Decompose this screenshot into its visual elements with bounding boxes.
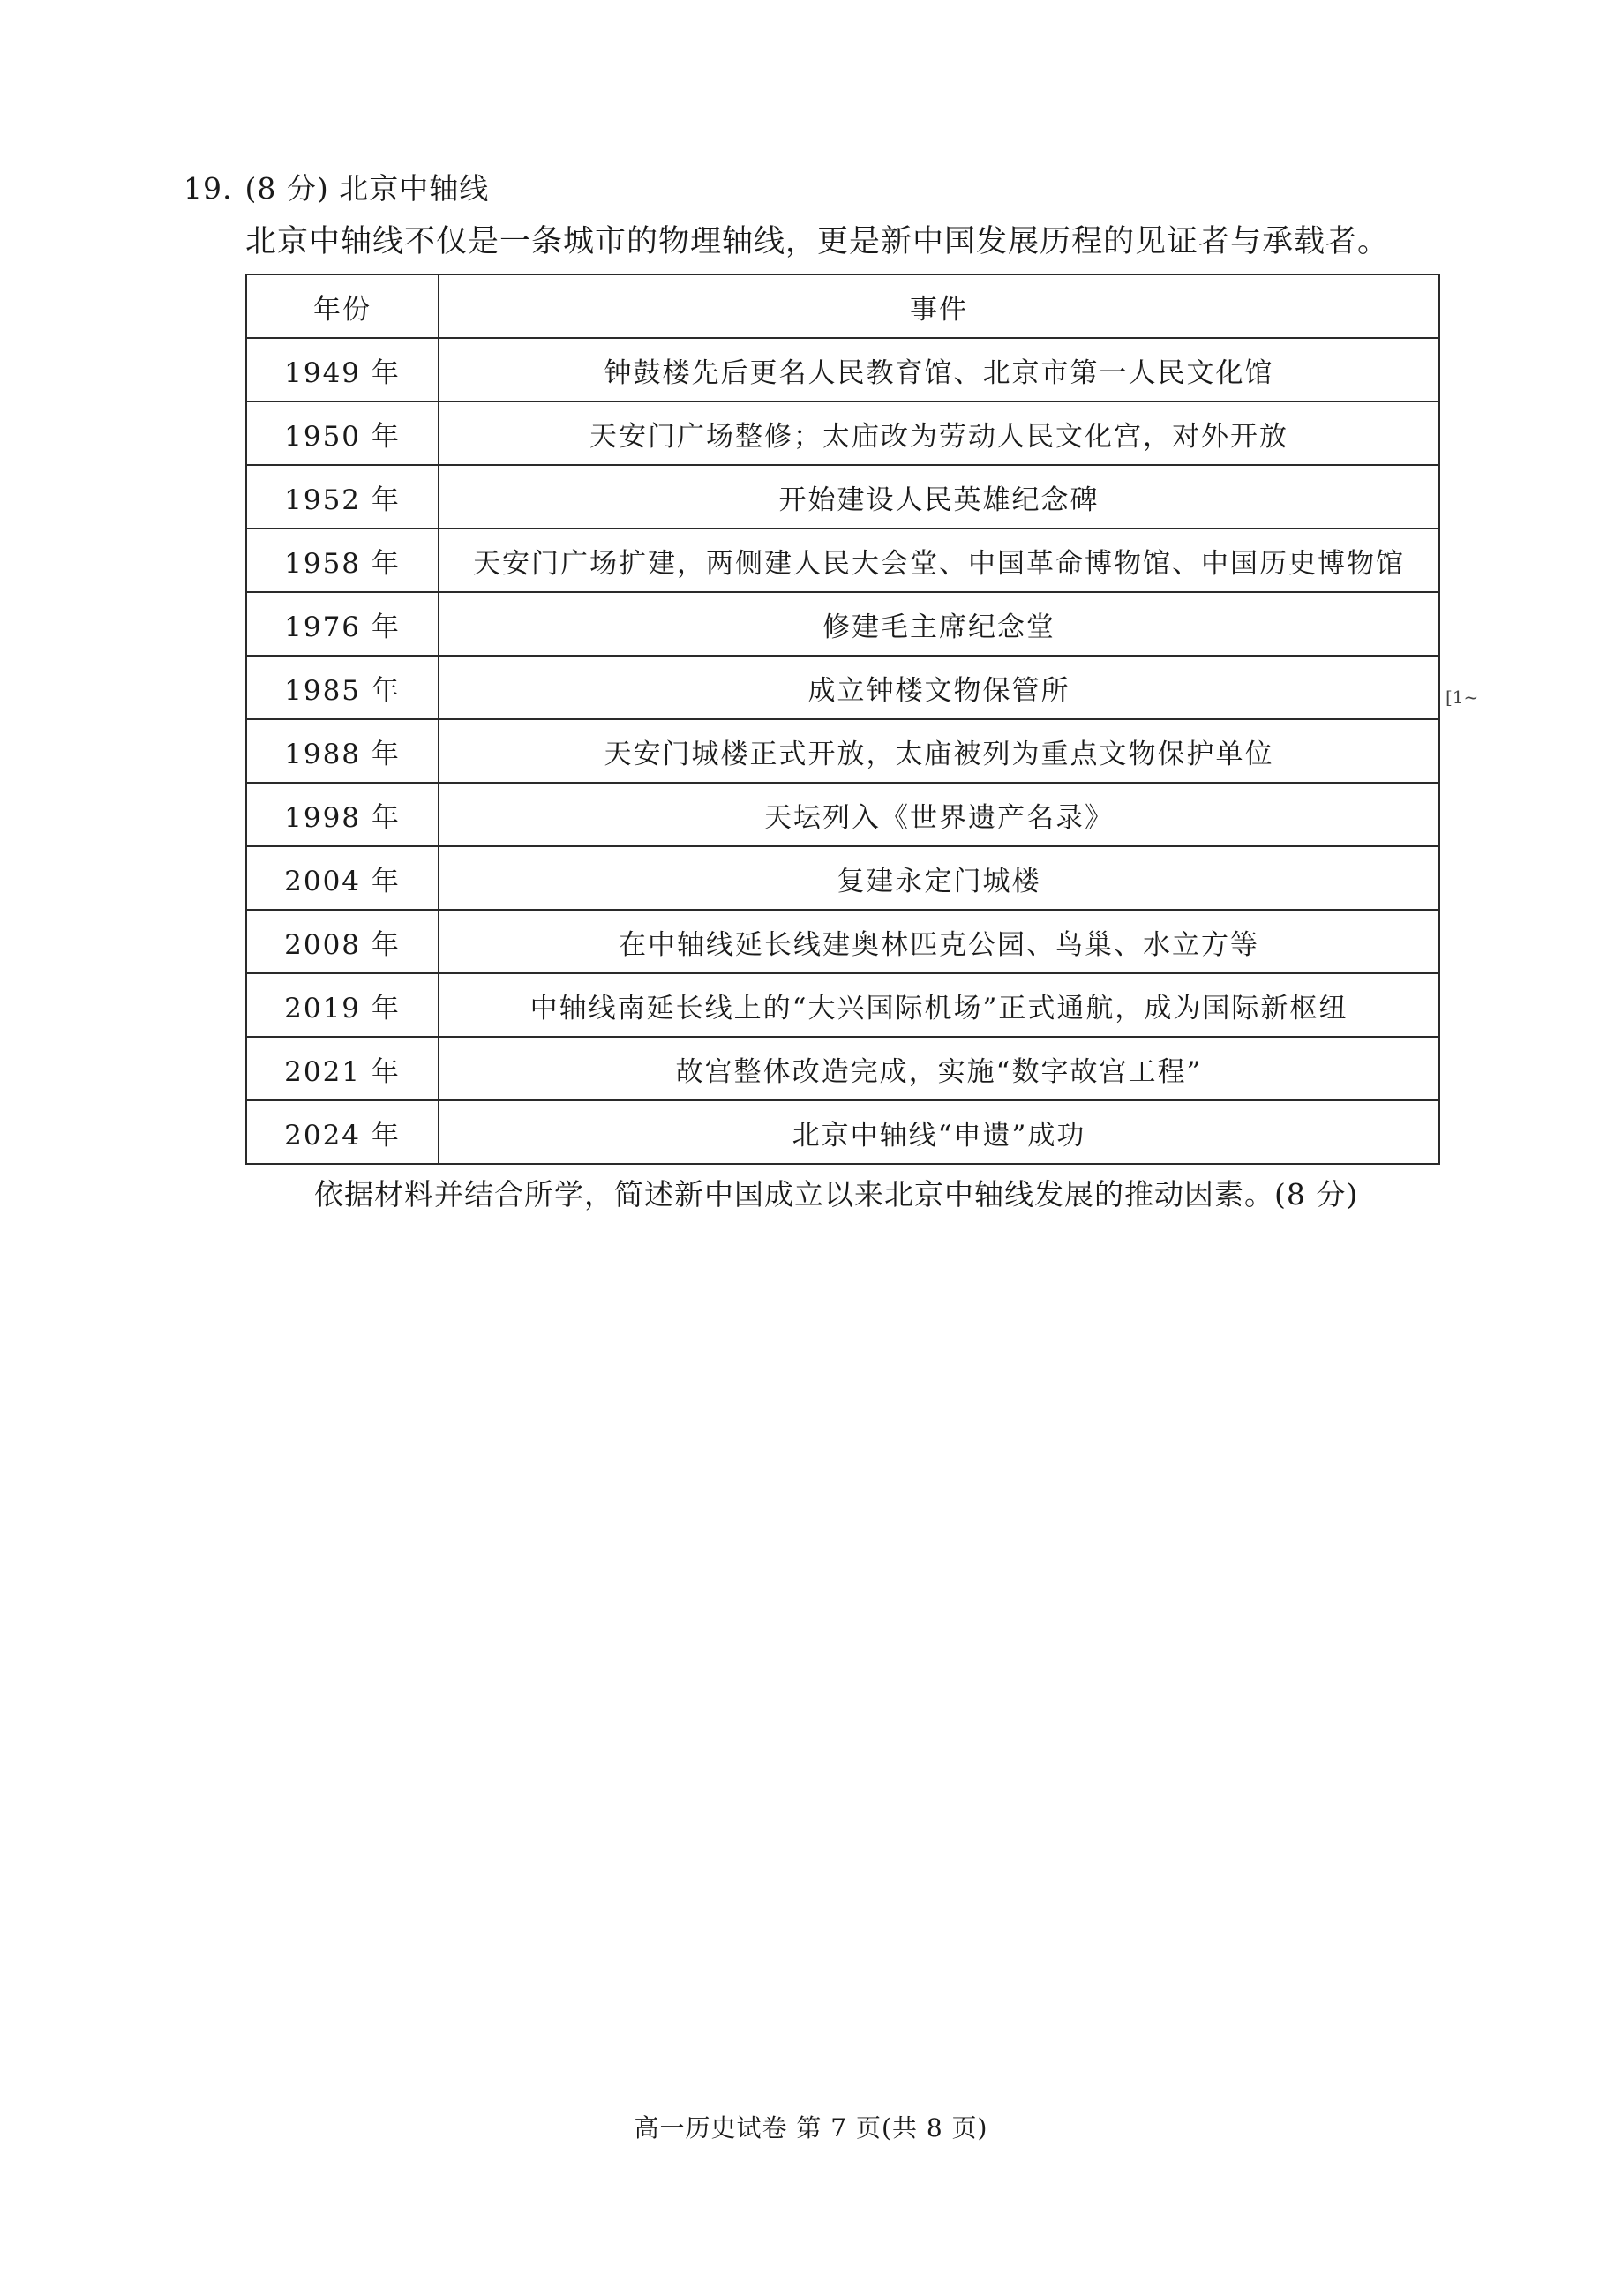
header-year: 年份 xyxy=(246,274,439,338)
event-cell: 成立钟楼文物保管所 xyxy=(439,656,1439,719)
question-number: 19. xyxy=(184,171,233,206)
question-title xyxy=(184,166,489,207)
events-table xyxy=(245,274,1440,1165)
year-cell: 1950 年 xyxy=(246,401,439,465)
event-cell: 天安门广场扩建，两侧建人民大会堂、中国革命博物馆、中国历史博物馆 xyxy=(439,529,1439,592)
year-cell: 2019 年 xyxy=(246,973,439,1037)
event-cell: 北京中轴线“申遗”成功 xyxy=(439,1100,1439,1164)
year-cell: 1976 年 xyxy=(246,592,439,656)
event-cell: 故宫整体改造完成，实施“数字故宫工程” xyxy=(439,1037,1439,1100)
table-row xyxy=(246,656,1439,719)
year-cell: 1949 年 xyxy=(246,338,439,401)
table-row xyxy=(246,1100,1439,1164)
header-event: 事件 xyxy=(439,274,1439,338)
year-cell: 1952 年 xyxy=(246,465,439,529)
year-cell: 1998 年 xyxy=(246,783,439,846)
year-cell: 1985 年 xyxy=(246,656,439,719)
event-cell: 钟鼓楼先后更名人民教育馆、北京市第一人民文化馆 xyxy=(439,338,1439,401)
year-cell: 1958 年 xyxy=(246,529,439,592)
event-cell: 天安门城楼正式开放，太庙被列为重点文物保护单位 xyxy=(439,719,1439,783)
table-row xyxy=(246,1037,1439,1100)
year-cell: 2004 年 xyxy=(246,846,439,910)
event-cell: 修建毛主席纪念堂 xyxy=(439,592,1439,656)
page-footer: 高一历史试卷 第 7 页(共 8 页) xyxy=(634,2113,988,2142)
table-row xyxy=(246,910,1439,973)
year-cell: 2008 年 xyxy=(246,910,439,973)
margin-mark: [1~ xyxy=(1446,687,1479,708)
table-row xyxy=(246,783,1439,846)
task-prompt: 依据材料并结合所学，简述新中国成立以来北京中轴线发展的推动因素。(8 分) xyxy=(314,1177,1359,1212)
table-row xyxy=(246,529,1439,592)
event-cell: 天坛列入《世界遗产名录》 xyxy=(439,783,1439,846)
event-cell: 中轴线南延长线上的“大兴国际机场”正式通航，成为国际新枢纽 xyxy=(439,973,1439,1037)
table-row xyxy=(246,338,1439,401)
question-heading: (8 分) 北京中轴线 xyxy=(244,171,490,206)
table-row xyxy=(246,846,1439,910)
event-cell: 天安门广场整修；太庙改为劳动人民文化宫，对外开放 xyxy=(439,401,1439,465)
table-row xyxy=(246,592,1439,656)
table-row xyxy=(246,401,1439,465)
table-row xyxy=(246,465,1439,529)
event-cell: 复建永定门城楼 xyxy=(439,846,1439,910)
year-cell: 2024 年 xyxy=(246,1100,439,1164)
event-cell: 在中轴线延长线建奥林匹克公园、鸟巢、水立方等 xyxy=(439,910,1439,973)
year-cell: 2021 年 xyxy=(246,1037,439,1100)
table-row xyxy=(246,719,1439,783)
intro-paragraph: 北京中轴线不仅是一条城市的物理轴线，更是新中国发展历程的见证者与承载者。 xyxy=(245,224,1390,259)
table-header-row xyxy=(246,274,1439,338)
event-cell: 开始建设人民英雄纪念碑 xyxy=(439,465,1439,529)
table-row xyxy=(246,973,1439,1037)
year-cell: 1988 年 xyxy=(246,719,439,783)
